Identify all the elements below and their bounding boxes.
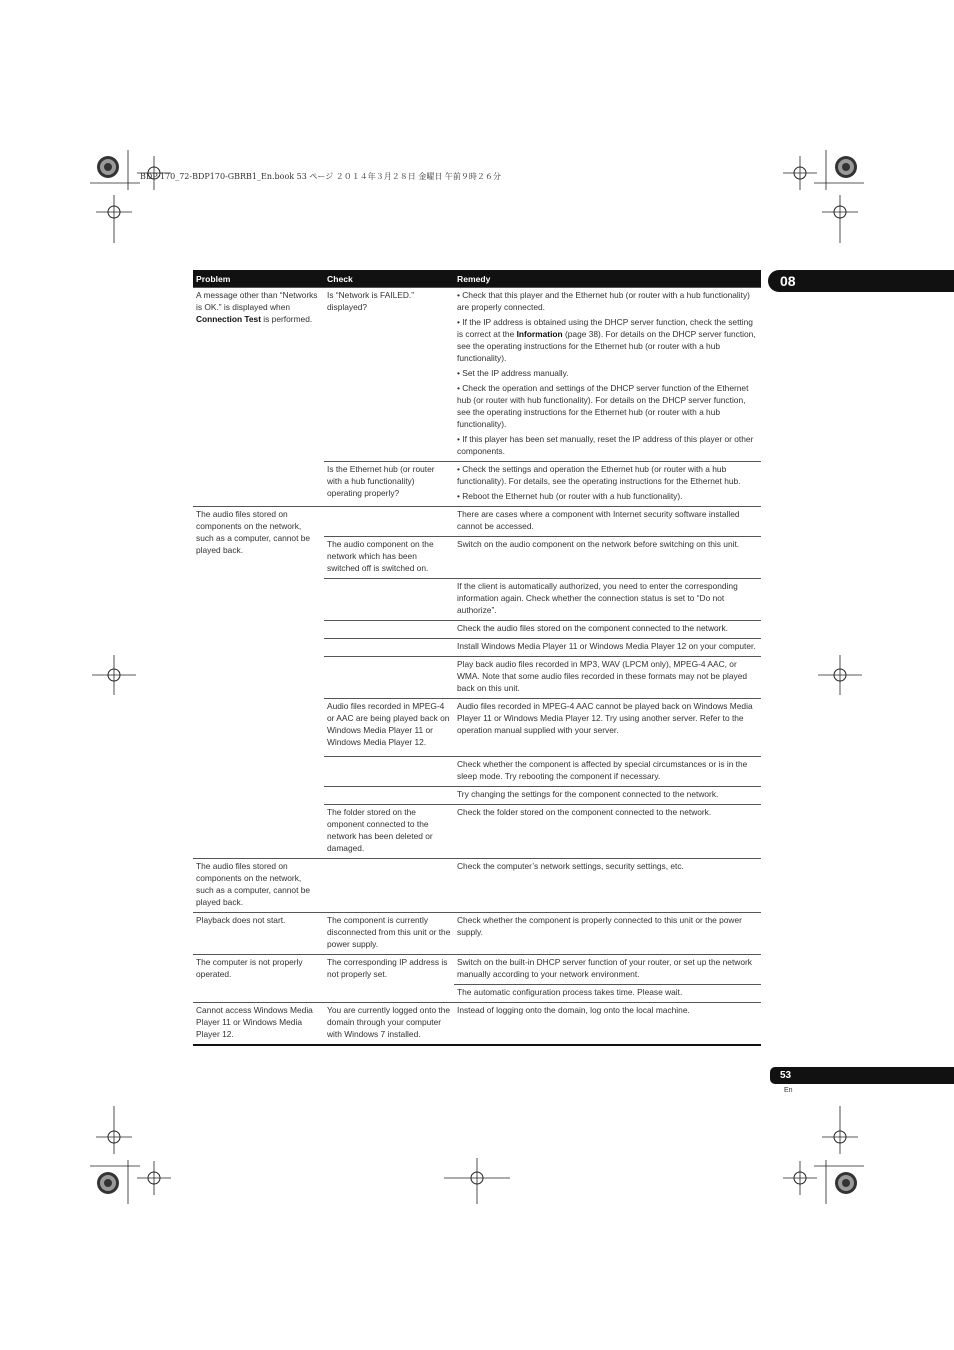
crosshair-mark-icon — [822, 1106, 858, 1154]
check-cell: The folder stored on the omponent connected to the network has been deleted or damaged. — [324, 805, 454, 859]
remedy-cell: Audio files recorded in MPEG-4 AAC cannot be played back on Windows Media Player 11 or Windows Media Player 12. Try using another server. Refer to the operation manual supplied with your server. — [454, 699, 761, 757]
remedy-cell: • Check the settings and operation the Ethernet hub (or router with a hub functionality). For details, see the operating instructions for the Ethernet hub. • Reboot the Ethernet hub (or router with a hub functionality). — [454, 462, 761, 507]
crosshair-mark-icon — [96, 195, 132, 243]
problem-cell: The audio files stored on components on the network, such as a computer, cannot be played back. — [193, 859, 324, 913]
check-cell: Is “Network is FAILED.” displayed? — [324, 288, 454, 462]
table-row — [193, 913, 761, 955]
check-cell — [324, 859, 454, 913]
crosshair-mark-icon — [783, 1161, 817, 1195]
registration-mark-icon — [90, 1160, 140, 1204]
crosshair-mark-icon — [92, 655, 136, 695]
check-cell — [324, 639, 454, 657]
check-cell — [324, 507, 454, 537]
crosshair-mark-icon — [137, 1161, 171, 1195]
check-cell: The component is currently disconnected from this unit or the power supply. — [324, 913, 454, 955]
problem-cell: A message other than “Networks is OK.” is displayed when Connection Test is performed. — [193, 288, 324, 507]
remedy-cell: Check whether the component is affected by special circumstances or is in the sleep mode. Try rebooting the component if necessary. — [454, 757, 761, 787]
registration-mark-icon — [90, 150, 140, 190]
problem-cell: Cannot access Windows Media Player 11 or Windows Media Player 12. — [193, 1003, 324, 1046]
table-row — [193, 1003, 761, 1046]
registration-mark-icon — [814, 1160, 864, 1204]
remedy-cell: Try changing the settings for the component connected to the network. — [454, 787, 761, 805]
check-cell — [324, 621, 454, 639]
check-cell — [324, 657, 454, 699]
column-header-check: Check — [324, 270, 454, 288]
table-row — [193, 955, 761, 985]
remedy-cell: Check whether the component is properly connected to this unit or the power supply. — [454, 913, 761, 955]
check-cell: You are currently logged onto the domain through your computer with Windows 7 installed. — [324, 1003, 454, 1046]
remedy-cell: Check the audio files stored on the component connected to the network. — [454, 621, 761, 639]
remedy-cell: Play back audio files recorded in MP3, WAV (LPCM only), MPEG-4 AAC, or WMA. Note that some audio files recorded in these formats may not be played back on this unit. — [454, 657, 761, 699]
table-header-row — [193, 270, 761, 288]
column-header-problem: Problem — [193, 270, 324, 288]
crosshair-mark-icon — [783, 156, 817, 190]
remedy-cell: There are cases where a component with Internet security software installed cannot be accessed. — [454, 507, 761, 537]
remedy-cell: Check the folder stored on the component connected to the network. — [454, 805, 761, 859]
problem-cell: The computer is not properly operated. — [193, 955, 324, 1003]
crosshair-mark-icon — [137, 156, 171, 190]
page-language: En — [784, 1087, 793, 1094]
check-cell — [324, 985, 454, 1003]
table-row — [193, 859, 761, 913]
problem-cell: Playback does not start. — [193, 913, 324, 955]
table-row — [193, 288, 761, 462]
book-file-header: BDP-170_72-BDP170-GBRB1_En.book 53 ページ ２０１４年３月２８日 金曜日 午前９時２６分 — [140, 172, 501, 181]
remedy-cell: Check the computer’s network settings, security settings, etc. — [454, 859, 761, 913]
crosshair-mark-icon — [818, 655, 862, 695]
check-cell: Is the Ethernet hub (or router with a hub functionality) operating properly? — [324, 462, 454, 507]
page-number: 53 — [770, 1067, 954, 1084]
remedy-cell: Instead of logging onto the domain, log onto the local machine. — [454, 1003, 761, 1046]
crosshair-mark-icon — [822, 195, 858, 243]
check-cell — [324, 579, 454, 621]
remedy-cell: Install Windows Media Player 11 or Windows Media Player 12 on your computer. — [454, 639, 761, 657]
troubleshooting-table — [193, 270, 761, 1046]
chapter-tab: 08 — [768, 270, 954, 292]
problem-cell: The audio files stored on components on the network, such as a computer, cannot be played back. — [193, 507, 324, 859]
remedy-cell: • Check that this player and the Ethernet hub (or router with a hub functionality) are properly connected. • If the IP address is obtained using the DHCP server function, check the setting is correct at the Information (page 38). For details on the DHCP server function, see the operating instructions for the Ethernet hub (or router with a hub functionality). • Set the IP address manually. • Check the operation and settings of the DHCP server function of the Ethernet hub (or router with hub functionality). For details on the DHCP server function, see the operating instructions for the Ethernet hub (or router with a hub functionality). • If this player has been set manually, reset the IP address of this player or other components. — [454, 288, 761, 462]
check-cell: The audio component on the network which has been switched off is switched on. — [324, 537, 454, 579]
check-cell — [324, 787, 454, 805]
crosshair-mark-icon — [96, 1106, 132, 1154]
table-row — [193, 507, 761, 537]
remedy-cell: Switch on the built-in DHCP server function of your router, or set up the network manually according to your network environment. — [454, 955, 761, 985]
column-header-remedy: Remedy — [454, 270, 761, 288]
remedy-cell: The automatic configuration process takes time. Please wait. — [454, 985, 761, 1003]
check-cell: Audio files recorded in MPEG-4 or AAC are being played back on Windows Media Player 11 or Windows Media Player 12. — [324, 699, 454, 757]
remedy-cell: Switch on the audio component on the network before switching on this unit. — [454, 537, 761, 579]
check-cell: The corresponding IP address is not properly set. — [324, 955, 454, 985]
crosshair-mark-icon — [444, 1158, 510, 1204]
remedy-cell: If the client is automatically authorized, you need to enter the corresponding information again. Check whether the connection status is set to “Do not authorize”. — [454, 579, 761, 621]
check-cell — [324, 757, 454, 787]
registration-mark-icon — [814, 150, 864, 190]
